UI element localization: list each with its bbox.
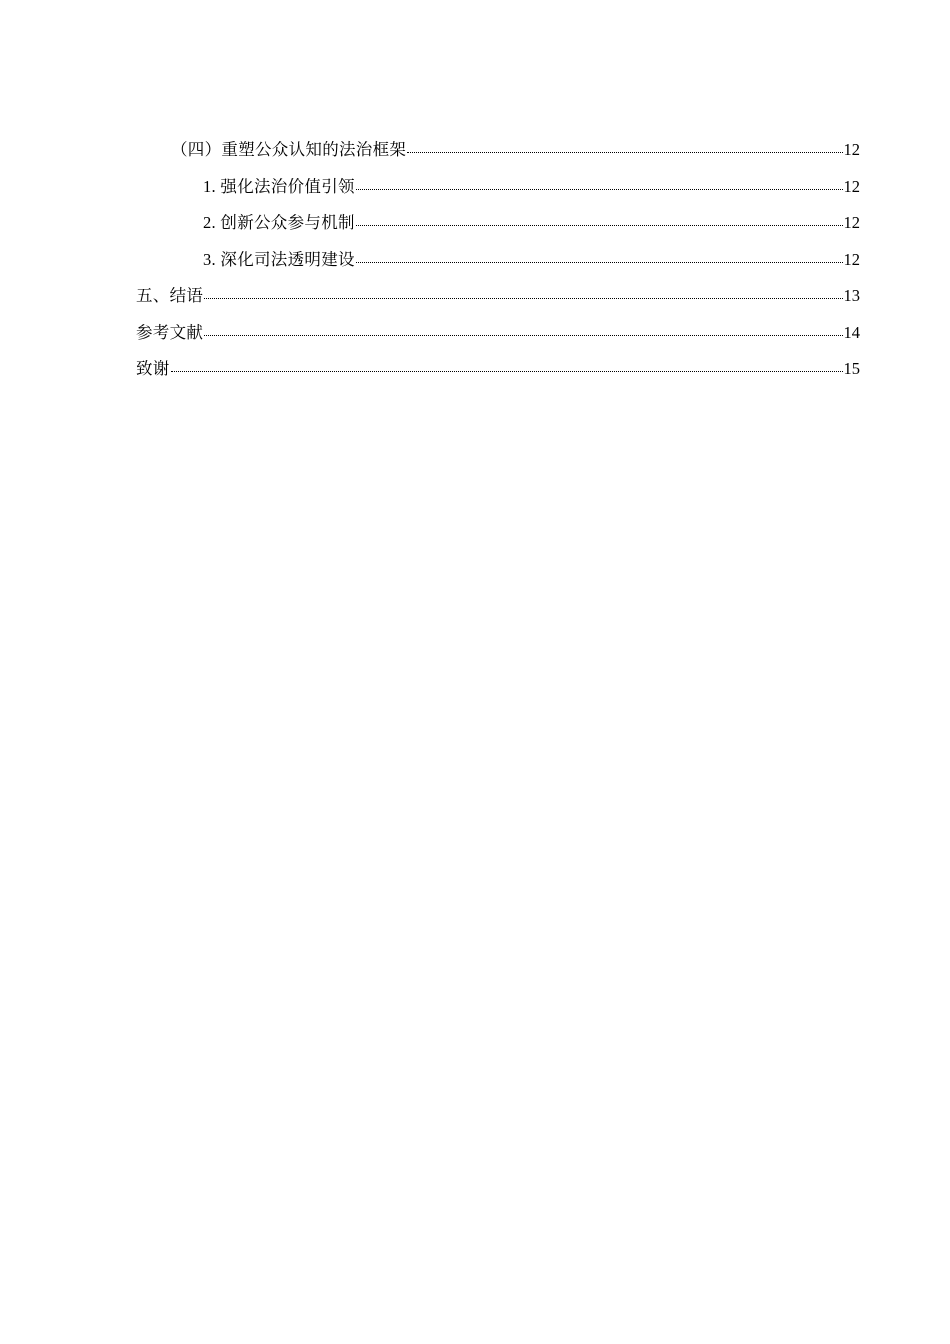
toc-entry[interactable] <box>136 174 860 211</box>
toc-dot-leader <box>356 212 843 228</box>
toc-entry-title: （四）重塑公众认知的法治框架 <box>171 140 407 159</box>
toc-dot-leader <box>204 285 842 301</box>
toc-entry-title: 五、结语 <box>136 286 204 305</box>
toc-entry-title: 3. 深化司法透明建设 <box>203 249 355 269</box>
toc-entry[interactable] <box>136 283 860 320</box>
toc-entry-page-number: 15 <box>843 359 860 378</box>
toc-entry[interactable] <box>136 356 860 393</box>
toc-entry-title: 致谢 <box>136 359 170 378</box>
toc-entry-page-number: 13 <box>843 286 860 305</box>
toc-entry-title: 1. 强化法治价值引领 <box>203 176 355 196</box>
toc-entry[interactable] <box>136 247 860 284</box>
toc-entry-page-number: 12 <box>843 249 860 269</box>
toc-entry-page-number: 14 <box>843 322 860 342</box>
toc-entry-page-number: 12 <box>843 213 860 232</box>
toc-dot-leader <box>204 322 842 338</box>
toc-entry[interactable] <box>136 320 860 357</box>
toc-dot-leader <box>356 176 843 192</box>
toc-entry[interactable] <box>136 210 860 247</box>
toc-dot-leader <box>356 249 843 265</box>
toc-entry[interactable] <box>136 137 860 174</box>
toc-entry-page-number: 12 <box>843 140 860 159</box>
table-of-contents <box>136 137 860 393</box>
toc-entry-title: 2. 创新公众参与机制 <box>203 213 355 232</box>
toc-entry-page-number: 12 <box>843 176 860 196</box>
toc-entry-title: 参考文献 <box>136 322 204 342</box>
toc-dot-leader <box>407 139 842 155</box>
toc-dot-leader <box>171 358 843 374</box>
